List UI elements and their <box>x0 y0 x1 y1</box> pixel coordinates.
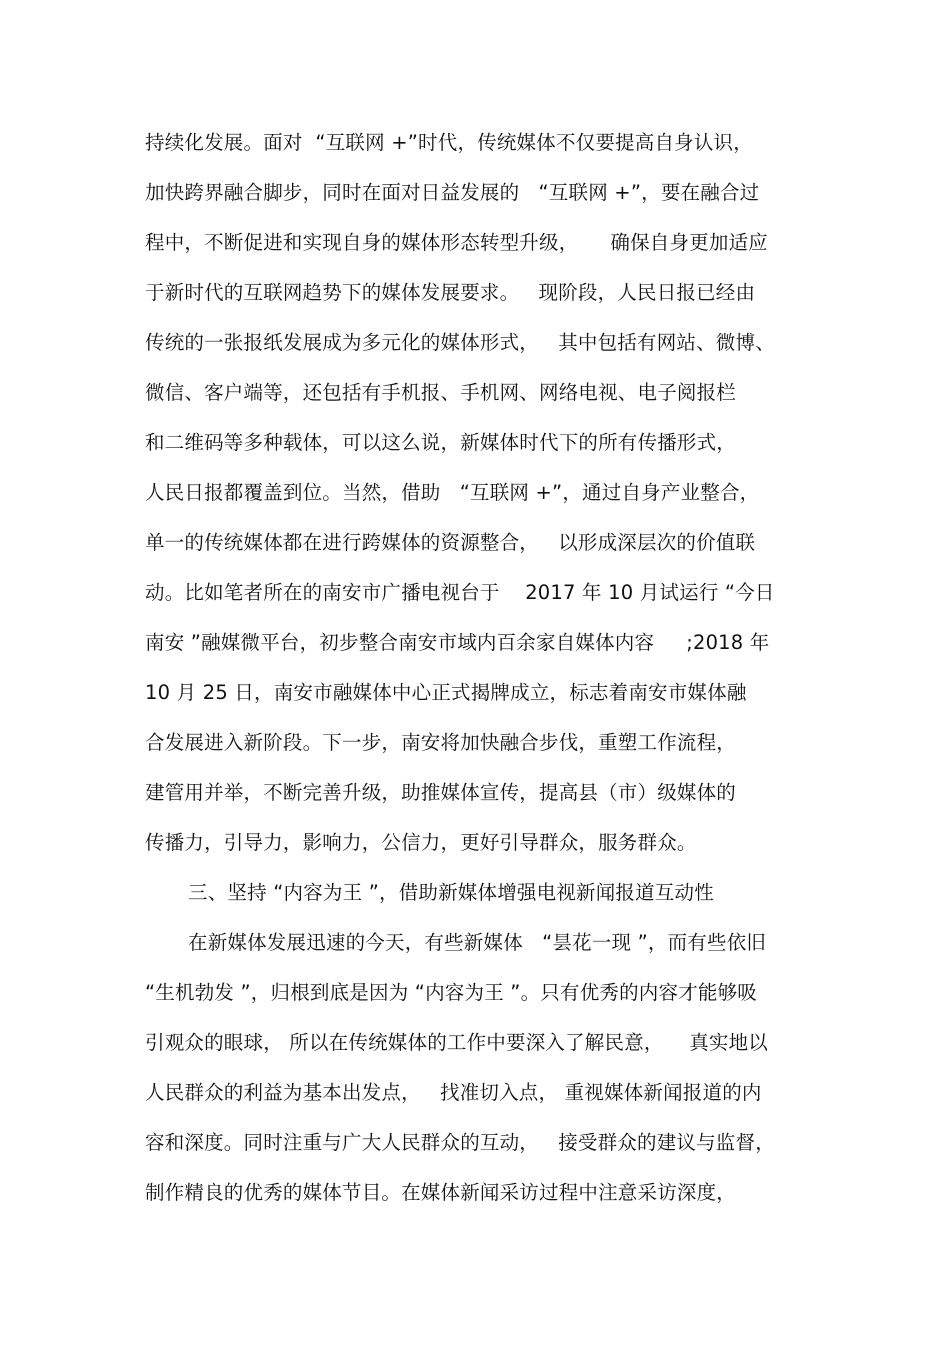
text-line: 和二维码等多种载体，可以这么说，新媒体时代下的所有传播形式， <box>145 431 737 454</box>
text-line: “生机勃发 ”，归根到底是因为 “内容为王 ”。只有优秀的内容才能够吸 <box>145 981 758 1004</box>
text-line: 微信、客户端等，还包括有手机报、手机网、网络电视、电子阅报栏 <box>145 381 737 404</box>
text-line: 动。比如笔者所在的南安市广播电视台于 2017 年 10 月试运行 “今日 <box>145 581 775 604</box>
paragraph-first-line: 在新媒体发展迅速的今天，有些新媒体 “昙花一现 ”，而有些依旧 <box>188 931 767 954</box>
text-line: 程中，不断促进和实现自身的媒体形态转型升级， 确保自身更加适应 <box>145 231 768 254</box>
text-line: 容和深度。同时注重与广大人民群众的互动， 接受群众的建议与监督， <box>145 1131 775 1154</box>
text-line: 合发展进入新阶段。下一步，南安将加快融合步伐，重塑工作流程， <box>145 731 737 754</box>
text-line: 传播力，引导力，影响力，公信力，更好引导群众，服务群众。 <box>145 831 697 854</box>
text-line: 南安 ”融媒微平台，初步整合南安市域内百余家自媒体内容 ;2018 年 <box>145 631 770 654</box>
text-line: 于新时代的互联网趋势下的媒体发展要求。 现阶段，人民日报已经由 <box>145 281 756 304</box>
text-line: 10 月 25 日，南安市融媒体中心正式揭牌成立，标志着南安市媒体融 <box>145 681 747 704</box>
text-line: 建管用并举，不断完善升级，助推媒体宣传，提高县（市）级媒体的 <box>145 781 737 804</box>
text-line: 制作精良的优秀的媒体节目。在媒体新闻采访过程中注意采访深度， <box>145 1181 737 1204</box>
text-line: 传统的一张报纸发展成为多元化的媒体形式， 其中包括有网站、微博、 <box>145 331 775 354</box>
text-line: 人民日报都覆盖到位。当然，借助 “互联网 +”，通过自身产业整合， <box>145 481 760 504</box>
text-line: 持续化发展。面对 “互联网 +”时代，传统媒体不仅要提高自身认识， <box>145 131 753 154</box>
text-line: 单一的传统媒体都在进行跨媒体的资源整合， 以形成深层次的价值联 <box>145 531 756 554</box>
text-line: 加快跨界融合脚步，同时在面对日益发展的 “互联网 +”，要在融合过 <box>145 181 760 204</box>
text-line: 人民群众的利益为基本出发点， 找准切入点， 重视媒体新闻报道的内 <box>145 1081 762 1104</box>
section-heading: 三、坚持 “内容为王 ”，借助新媒体增强电视新闻报道互动性 <box>188 881 714 904</box>
text-line: 引观众的眼球， 所以在传统媒体的工作中要深入了解民意， 真实地以 <box>145 1031 768 1054</box>
